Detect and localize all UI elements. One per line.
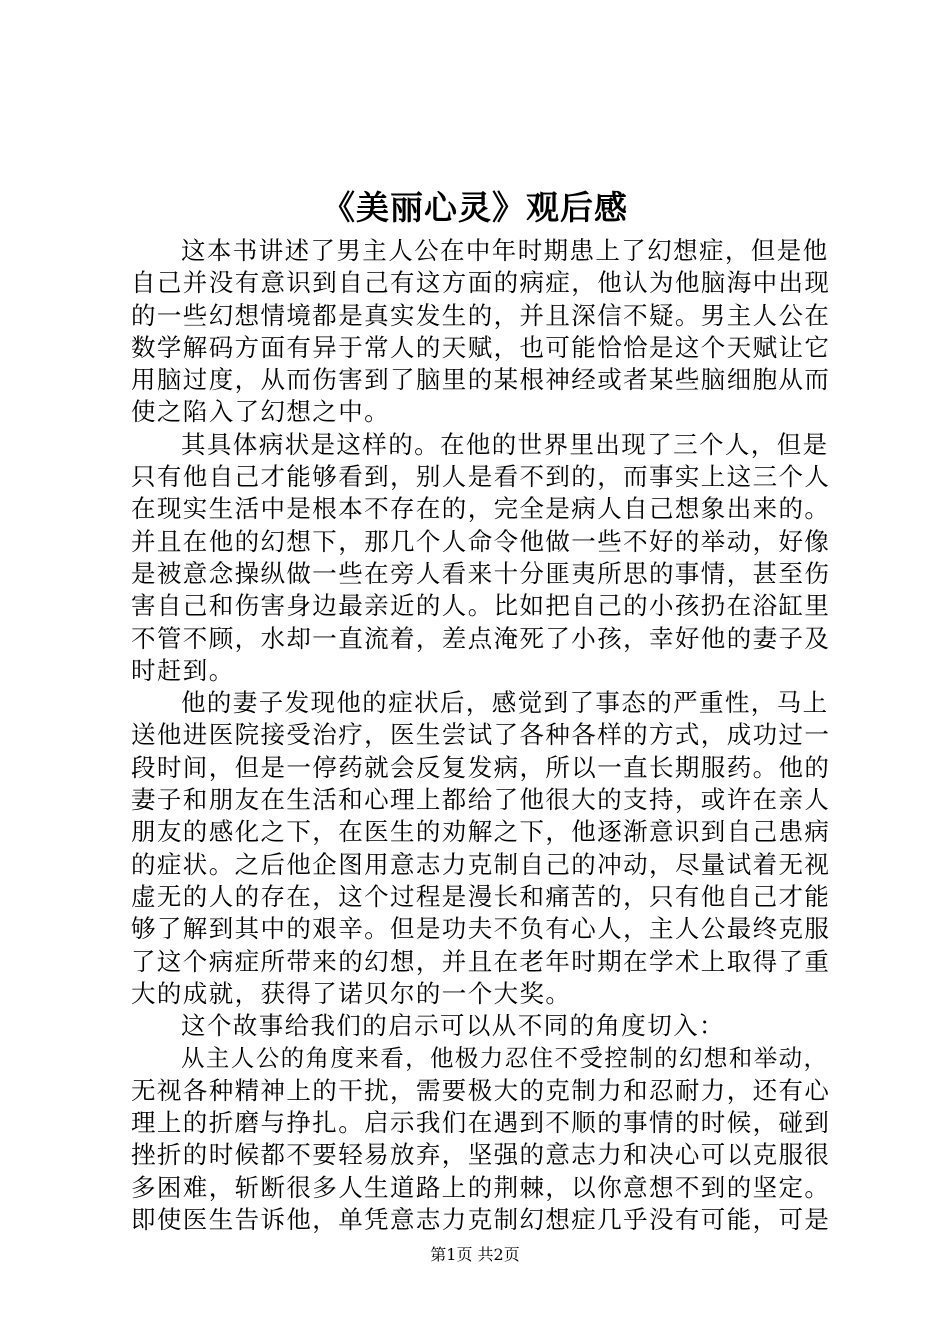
text-line: 虚无的人的存在，这个过程是漫长和痛苦的，只有他自己才能: [131, 881, 831, 911]
document-title: 《美丽心灵》观后感: [322, 188, 628, 227]
text-line: 害自己和伤害身边最亲近的人。比如把自己的小孩扔在浴缸里: [131, 591, 831, 621]
text-line: 的一些幻想情境都是真实发生的，并且深信不疑。男主人公在: [131, 300, 831, 330]
text-line: 送他进医院接受治疗，医生尝试了各种各样的方式，成功过一: [131, 720, 831, 750]
text-line: 这本书讲述了男主人公在中年时期患上了幻想症，但是他: [181, 236, 829, 265]
text-line: 妻子和朋友在生活和心理上都给了他很大的支持，或许在亲人: [131, 785, 831, 815]
page-footer: 第1页 共2页: [430, 1245, 520, 1264]
text-line: 其具体病状是这样的。在他的世界里出现了三个人，但是: [181, 429, 829, 459]
text-line: 只有他自己才能够看到，别人是看不到的，而事实上这三个人: [131, 462, 831, 492]
text-line: 数学解码方面有异于常人的天赋，也可能恰恰是这个天赋让它: [131, 332, 831, 362]
text-line: 并且在他的幻想下，那几个人命令他做一些不好的举动，好像: [131, 526, 831, 556]
text-line: 大的成就，获得了诺贝尔的一个大奖。: [131, 978, 572, 1008]
text-line: 段时间，但是一停药就会反复发病，所以一直长期服药。他的: [131, 752, 831, 782]
text-line: 是被意念操纵做一些在旁人看来十分匪夷所思的事情，甚至伤: [131, 558, 831, 588]
text-line: 了这个病症所带来的幻想，并且在老年时期在学术上取得了重: [131, 946, 831, 976]
text-line: 的症状。之后他企图用意志力克制自己的冲动，尽量试着无视: [131, 849, 831, 879]
text-line: 无视各种精神上的干扰，需要极大的克制力和忍耐力，还有心: [131, 1075, 831, 1105]
text-line: 用脑过度，从而伤害到了脑里的某根神经或者某些脑细胞从而: [131, 365, 831, 395]
text-line: 使之陷入了幻想之中。: [131, 397, 390, 427]
document-body: [131, 235, 831, 1236]
text-line: 这个故事给我们的启示可以从不同的角度切入：: [181, 1011, 725, 1041]
text-line: 不管不顾，水却一直流着，差点淹死了小孩，幸好他的妻子及: [131, 623, 831, 653]
text-line: 他的妻子发现他的症状后，感觉到了事态的严重性，马上: [181, 688, 829, 718]
text-line: 即使医生告诉他，单凭意志力克制幻想症几乎没有可能，可是: [131, 1204, 831, 1234]
text-line: 自己并没有意识到自己有这方面的病症，他认为他脑海中出现: [131, 268, 831, 298]
text-line: 理上的折磨与挣扎。启示我们在遇到不顺的事情的时候，碰到: [131, 1108, 831, 1138]
text-line: 朋友的感化之下，在医生的劝解之下，他逐渐意识到自己患病: [131, 817, 831, 847]
text-line: 挫折的时候都不要轻易放弃，坚强的意志力和决心可以克服很: [131, 1140, 831, 1170]
text-line: 够了解到其中的艰辛。但是功夫不负有心人，主人公最终克服: [131, 914, 831, 944]
text-line: 多困难，斩断很多人生道路上的荆棘，以你意想不到的坚定。: [131, 1172, 831, 1202]
text-line: 时赶到。: [131, 655, 235, 685]
text-line: 在现实生活中是根本不存在的，完全是病人自己想象出来的。: [131, 494, 831, 524]
text-line: 从主人公的角度来看，他极力忍住不受控制的幻想和举动，: [181, 1044, 829, 1073]
